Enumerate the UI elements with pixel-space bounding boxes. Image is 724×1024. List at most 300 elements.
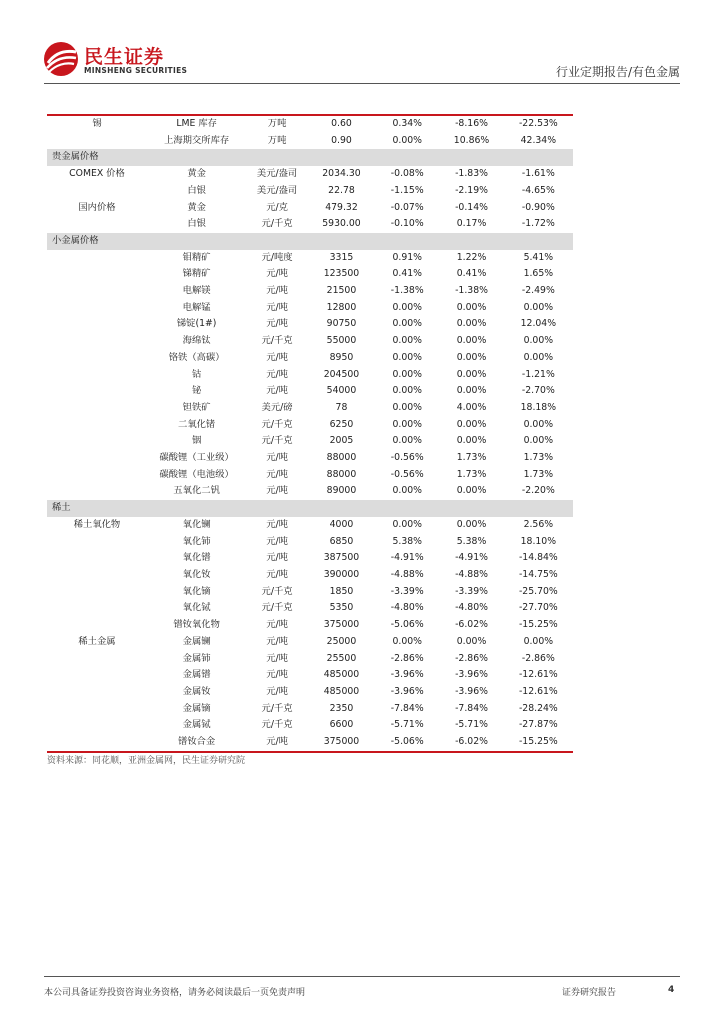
metal-name: [147, 149, 246, 166]
metal-name: 铬铁（高碳）: [168, 351, 225, 363]
unit: 元/吨: [266, 351, 288, 363]
change-week: 0.00%: [392, 518, 423, 530]
change-year: -27.87%: [518, 719, 558, 731]
table-row: [47, 250, 573, 267]
row-category: 稀土: [47, 500, 147, 517]
change-year: -0.90%: [521, 201, 555, 213]
change-month: -6.02%: [439, 734, 503, 752]
change-month: -6.02%: [455, 619, 488, 631]
change-week: 0.91%: [392, 251, 423, 263]
table-row: [47, 216, 573, 233]
change-week: [375, 149, 439, 166]
change-month: 0.00%: [456, 435, 487, 447]
metal-name: 金属镨: [182, 669, 211, 681]
unit: 元/吨度: [261, 251, 293, 263]
change-month: -5.71%: [455, 719, 488, 731]
change-week: [375, 233, 439, 250]
change-year: 1.65%: [523, 268, 554, 280]
unit: 元/吨: [266, 518, 288, 530]
unit: 元/千克: [261, 418, 293, 430]
price: 5930.00: [322, 218, 361, 230]
change-year: -2.70%: [521, 385, 555, 397]
change-month: 0.00%: [456, 335, 487, 347]
change-year: 1.73%: [523, 468, 554, 480]
metal-name: 氧化钕: [182, 568, 211, 580]
change-year: -12.61%: [518, 669, 558, 681]
metal-name: 海绵钛: [182, 335, 211, 347]
price: 375000: [308, 734, 375, 752]
price: 387500: [323, 552, 360, 564]
change-week: [375, 500, 439, 517]
row-category: [47, 283, 147, 300]
metal-name: 上海期交所库存: [164, 134, 230, 146]
change-year: -14.84%: [518, 552, 558, 564]
price: 88000: [326, 468, 357, 480]
metal-name: 电解锰: [182, 301, 211, 313]
change-week: 0.34%: [375, 115, 439, 133]
change-week: -0.56%: [390, 468, 424, 480]
change-week: 0.41%: [392, 268, 423, 280]
unit: 元/吨: [266, 318, 288, 330]
change-week: -2.86%: [390, 652, 424, 664]
change-month: 10.86%: [453, 134, 490, 146]
change-week: -4.80%: [390, 602, 424, 614]
change-month: -7.84%: [455, 702, 488, 714]
table-row: [47, 534, 573, 551]
table-row: [47, 300, 573, 317]
row-category: 国内价格: [78, 201, 116, 213]
change-year: -22.53%: [504, 115, 573, 133]
change-year: 12.04%: [520, 318, 557, 330]
table-row: [47, 651, 573, 668]
metal-name: 氧化铈: [182, 535, 211, 547]
change-month: 0.00%: [456, 418, 487, 430]
price: [308, 149, 375, 166]
unit: 美元/盎司: [256, 168, 298, 180]
row-category: [47, 266, 147, 283]
row-category: [47, 550, 147, 567]
change-week: 0.00%: [392, 134, 423, 146]
table-row: [47, 617, 573, 634]
change-year: -2.86%: [521, 652, 555, 664]
change-year: 0.00%: [523, 418, 554, 430]
minsheng-logo-icon: [43, 41, 79, 77]
row-category: [47, 684, 147, 701]
unit: 元/千克: [261, 218, 293, 230]
row-category: [47, 467, 147, 484]
price: 485000: [323, 685, 360, 697]
price: 6600: [329, 719, 354, 731]
price: 88000: [326, 452, 357, 464]
row-category: [47, 133, 147, 150]
price: 0.60: [308, 115, 375, 133]
row-category: [47, 717, 147, 734]
change-week: 0.00%: [392, 301, 423, 313]
change-week: 0.00%: [392, 401, 423, 413]
unit: 元/吨: [266, 635, 288, 647]
change-week: 0.00%: [392, 351, 423, 363]
metal-name: 碳酸锂（工业级）: [159, 452, 234, 464]
change-week: 0.00%: [392, 435, 423, 447]
metal-name: 电解镁: [182, 285, 211, 297]
change-year: 18.18%: [520, 401, 557, 413]
unit: 元/吨: [266, 301, 288, 313]
row-category: [47, 417, 147, 434]
price: 2350: [329, 702, 354, 714]
metal-name: 镨钕氧化物: [173, 619, 220, 631]
metal-name: 金属镝: [182, 702, 211, 714]
change-week: 0.00%: [392, 418, 423, 430]
table-row: [47, 634, 573, 651]
change-month: -2.19%: [455, 184, 488, 196]
change-month: [439, 500, 503, 517]
row-category: [47, 600, 147, 617]
table-row: [47, 467, 573, 484]
row-category: [47, 701, 147, 718]
change-week: -0.08%: [390, 168, 424, 180]
change-month: -0.14%: [455, 201, 488, 213]
row-category: [47, 617, 147, 634]
change-week: -0.07%: [390, 201, 424, 213]
metal-name: 钼精矿: [182, 251, 211, 263]
row-category: [47, 433, 147, 450]
price: [308, 233, 375, 250]
price: 123500: [323, 268, 360, 280]
price: 12800: [326, 301, 357, 313]
row-category: COMEX 价格: [69, 168, 125, 180]
change-month: -4.80%: [455, 602, 488, 614]
table-row: [47, 734, 573, 752]
section-row: [47, 233, 573, 250]
row-category: [47, 300, 147, 317]
unit: 元/吨: [266, 485, 288, 497]
row-category: [47, 651, 147, 668]
change-week: 0.00%: [392, 385, 423, 397]
change-week: 0.00%: [392, 335, 423, 347]
change-year: -25.70%: [518, 585, 558, 597]
unit: 元/吨: [266, 619, 288, 631]
change-week: -5.06%: [375, 734, 439, 752]
change-week: -5.06%: [390, 619, 424, 631]
metal-name: 白银: [187, 218, 206, 230]
metal-name: [147, 233, 246, 250]
change-week: 0.00%: [392, 368, 423, 380]
metal-name: 钽铁矿: [182, 401, 211, 413]
price: 8950: [329, 351, 354, 363]
table-row: [47, 400, 573, 417]
metal-name: 锑精矿: [182, 268, 211, 280]
section-row: [47, 149, 573, 166]
table-row: [47, 350, 573, 367]
row-category: 稀土金属: [78, 635, 116, 647]
table-row: [47, 417, 573, 434]
change-year: -15.25%: [518, 619, 558, 631]
change-month: 1.73%: [456, 468, 487, 480]
unit: 元/克: [266, 201, 288, 213]
price: 5350: [329, 602, 354, 614]
footer-divider: [44, 976, 680, 977]
metal-name: 二氧化锗: [178, 418, 216, 430]
metal-name: 氧化镨: [182, 552, 211, 564]
unit: 元/千克: [261, 335, 293, 347]
change-year: -27.70%: [518, 602, 558, 614]
metal-name: [147, 500, 246, 517]
unit: 元/吨: [266, 535, 288, 547]
table-row: [47, 333, 573, 350]
table-row: [47, 133, 573, 150]
footer-doc-type: 证券研究报告: [562, 988, 617, 998]
change-year: -15.25%: [504, 734, 573, 752]
unit: 元/吨: [266, 385, 288, 397]
metal-name: 镨钕合金: [147, 734, 246, 752]
change-year: -12.61%: [518, 685, 558, 697]
change-month: -4.88%: [455, 568, 488, 580]
table-row: [47, 183, 573, 200]
row-category: [47, 350, 147, 367]
unit: 万吨: [267, 134, 287, 146]
change-month: 4.00%: [456, 401, 487, 413]
change-year: 0.00%: [523, 635, 554, 647]
metal-name: 黄金: [187, 201, 206, 213]
change-year: -28.24%: [518, 702, 558, 714]
row-category: [47, 584, 147, 601]
unit: [246, 500, 307, 517]
change-month: -3.96%: [455, 685, 488, 697]
metal-name: 金属铈: [182, 652, 211, 664]
metal-name: 金属钕: [182, 685, 211, 697]
change-month: 0.00%: [456, 301, 487, 313]
unit: 元/吨: [266, 652, 288, 664]
change-year: 0.00%: [523, 351, 554, 363]
unit: 元/吨: [266, 285, 288, 297]
change-week: -3.96%: [390, 685, 424, 697]
price: 54000: [326, 385, 357, 397]
change-week: -3.96%: [390, 669, 424, 681]
change-month: -3.39%: [455, 585, 488, 597]
change-month: 0.00%: [456, 518, 487, 530]
price: [308, 500, 375, 517]
row-category: 小金属价格: [47, 233, 147, 250]
change-month: 1.22%: [456, 251, 487, 263]
price: 2034.30: [322, 168, 361, 180]
unit: 元/吨: [266, 552, 288, 564]
change-year: -2.49%: [521, 285, 555, 297]
change-week: -1.38%: [390, 285, 424, 297]
unit: 元/千克: [261, 719, 293, 731]
price: 204500: [323, 368, 360, 380]
price: 1850: [329, 585, 354, 597]
change-year: 0.00%: [523, 435, 554, 447]
page-number: 4: [668, 985, 675, 995]
unit: 元/千克: [261, 585, 293, 597]
section-row: [47, 500, 573, 517]
change-week: -3.39%: [390, 585, 424, 597]
change-week: 0.00%: [392, 485, 423, 497]
change-year: -1.61%: [521, 168, 555, 180]
price: 485000: [323, 669, 360, 681]
table-row: [47, 600, 573, 617]
row-category: [47, 534, 147, 551]
row-category: [47, 333, 147, 350]
price: 2005: [329, 435, 354, 447]
price: 390000: [323, 568, 360, 580]
table-row: [47, 367, 573, 384]
table-row: [47, 433, 573, 450]
table-row: [47, 567, 573, 584]
unit: 万吨: [246, 115, 307, 133]
row-category: [47, 316, 147, 333]
price: 479.32: [325, 201, 358, 213]
metal-name: 金属镧: [182, 635, 211, 647]
price: 6250: [329, 418, 354, 430]
price: 6850: [329, 535, 354, 547]
header-divider: [44, 83, 680, 84]
metal-name: 钴: [191, 368, 202, 380]
change-month: -1.83%: [455, 168, 488, 180]
metal-name: 金属铽: [182, 719, 211, 731]
price: 25500: [326, 652, 357, 664]
table-row: [47, 667, 573, 684]
brand-name-en: MINSHENG SECURITIES: [84, 66, 188, 75]
price: 3315: [329, 251, 354, 263]
change-month: 1.73%: [456, 452, 487, 464]
unit: 元/吨: [266, 568, 288, 580]
report-type: 行业定期报告/有色金属: [555, 65, 680, 79]
table-row: [47, 701, 573, 718]
row-category: [47, 567, 147, 584]
table-row: [47, 517, 573, 534]
price: 0.90: [331, 134, 352, 146]
change-year: [504, 500, 573, 517]
table-row: [47, 450, 573, 467]
row-category: [47, 450, 147, 467]
unit: 元/吨: [266, 468, 288, 480]
change-year: -4.65%: [521, 184, 555, 196]
price: 78: [335, 401, 348, 413]
unit: 元/千克: [261, 435, 293, 447]
metal-name: 白银: [187, 184, 206, 196]
row-category: [47, 734, 147, 752]
unit: 元/吨: [266, 685, 288, 697]
metal-name: LME 库存: [147, 115, 246, 133]
change-year: -14.75%: [518, 568, 558, 580]
price: 22.78: [328, 184, 355, 196]
table-row: [47, 550, 573, 567]
change-year: -1.21%: [521, 368, 555, 380]
table-row: [47, 383, 573, 400]
change-month: -2.86%: [455, 652, 488, 664]
change-week: 0.00%: [392, 635, 423, 647]
change-month: 0.00%: [456, 485, 487, 497]
table-row: [47, 316, 573, 333]
footer-disclaimer: 本公司具备证券投资咨询业务资格，请务必阅读最后一页免责声明: [44, 988, 306, 998]
row-category: [47, 667, 147, 684]
price: 4000: [329, 518, 354, 530]
price: 90750: [326, 318, 357, 330]
change-month: -1.38%: [455, 285, 488, 297]
change-year: 1.73%: [523, 452, 554, 464]
change-month: 0.00%: [456, 318, 487, 330]
metal-name: 五氧化二钒: [173, 485, 220, 497]
change-month: 0.17%: [456, 218, 487, 230]
change-week: -4.91%: [390, 552, 424, 564]
metal-name: 黄金: [187, 168, 206, 180]
table-row: [47, 483, 573, 500]
table-row: [47, 584, 573, 601]
change-week: -7.84%: [390, 702, 424, 714]
change-month: -4.91%: [455, 552, 488, 564]
row-category: 锡: [47, 115, 147, 133]
metal-name: 氧化镝: [182, 585, 211, 597]
change-month: 0.00%: [456, 351, 487, 363]
metal-name: 锑锭(1#): [176, 318, 217, 330]
table-row: [47, 717, 573, 734]
change-year: [504, 233, 573, 250]
metal-name: 氧化铽: [182, 602, 211, 614]
unit: 元/吨: [266, 368, 288, 380]
change-week: -4.88%: [390, 568, 424, 580]
change-month: 0.00%: [456, 368, 487, 380]
row-category: [47, 216, 147, 233]
change-month: 0.41%: [456, 268, 487, 280]
unit: 美元/磅: [261, 401, 293, 413]
unit: 元/吨: [246, 734, 307, 752]
change-week: -5.71%: [390, 719, 424, 731]
change-month: 0.00%: [456, 385, 487, 397]
metal-name: 铋: [191, 385, 202, 397]
price: 25000: [326, 635, 357, 647]
change-month: -3.96%: [455, 669, 488, 681]
row-category: 稀土氧化物: [73, 518, 121, 530]
change-week: -0.56%: [390, 452, 424, 464]
row-category: [47, 383, 147, 400]
unit: 元/吨: [266, 452, 288, 464]
change-year: 2.56%: [523, 518, 554, 530]
change-year: 0.00%: [523, 335, 554, 347]
change-month: [439, 233, 503, 250]
row-category: [47, 483, 147, 500]
change-month: 0.00%: [456, 635, 487, 647]
price: 375000: [323, 619, 360, 631]
unit: 元/吨: [266, 669, 288, 681]
change-month: [439, 149, 503, 166]
metal-price-table: [47, 114, 573, 753]
row-category: [47, 367, 147, 384]
unit: 美元/盎司: [256, 184, 298, 196]
table-row: [47, 283, 573, 300]
table-row: [47, 684, 573, 701]
table-row: [47, 200, 573, 217]
change-year: 18.10%: [520, 535, 557, 547]
change-year: -1.72%: [521, 218, 555, 230]
change-year: 0.00%: [523, 301, 554, 313]
table-row: [47, 266, 573, 283]
table-row: [47, 115, 573, 133]
change-week: 0.00%: [392, 318, 423, 330]
unit: 元/千克: [261, 602, 293, 614]
metal-name: 铟: [191, 435, 202, 447]
price: 21500: [326, 285, 357, 297]
unit: 元/吨: [266, 268, 288, 280]
brand-name-cn: 民生证券: [84, 46, 165, 68]
change-month: 5.38%: [456, 535, 487, 547]
price: 55000: [326, 335, 357, 347]
row-category: [47, 250, 147, 267]
change-year: [504, 149, 573, 166]
change-week: 5.38%: [392, 535, 423, 547]
change-year: 42.34%: [520, 134, 557, 146]
row-category: [47, 183, 147, 200]
